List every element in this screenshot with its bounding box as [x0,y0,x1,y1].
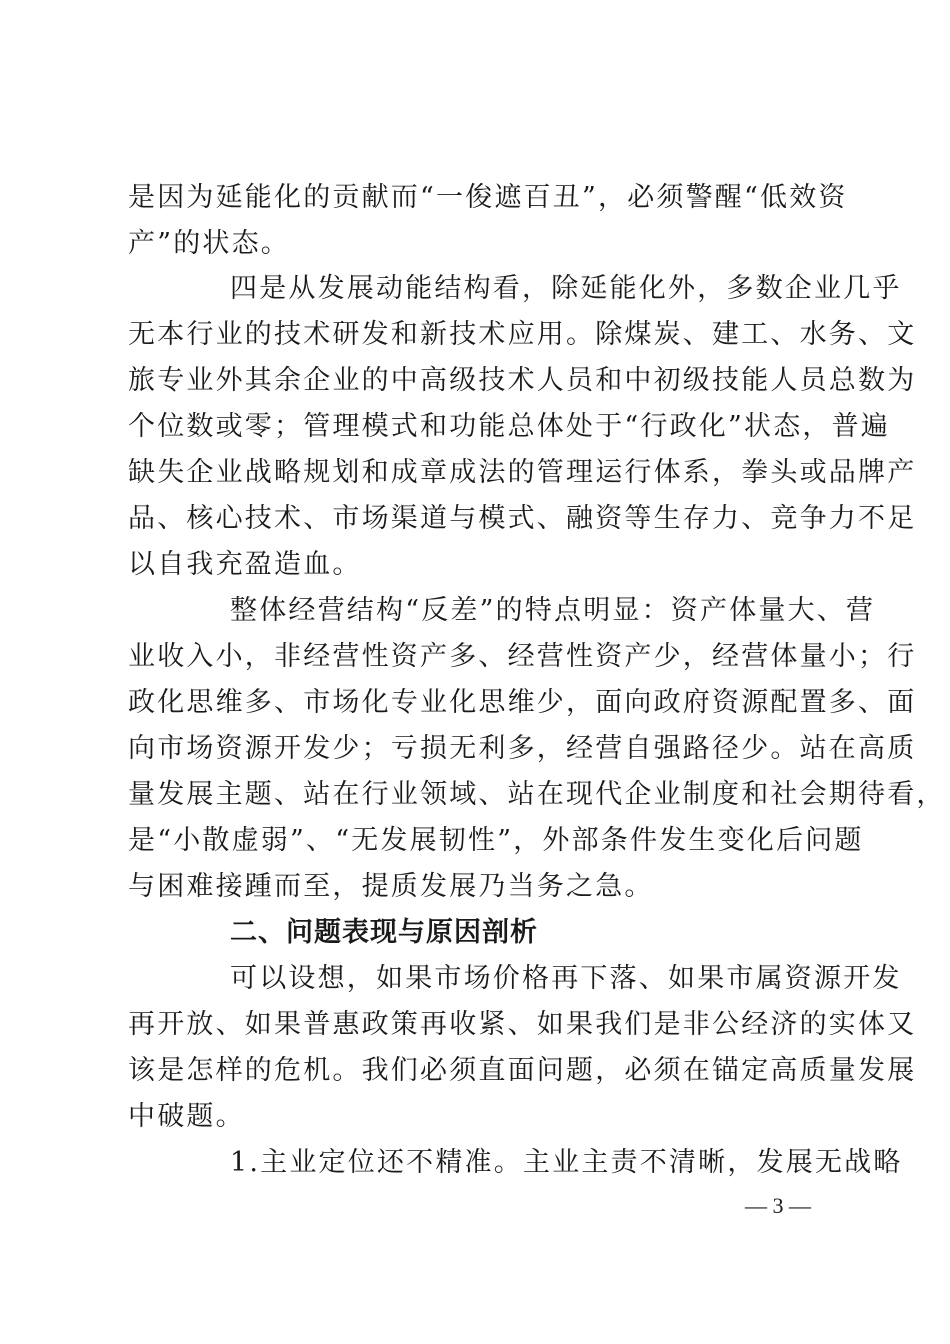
paragraph-start-line: 整体经营结构“反差”的特点明显：资产体量大、营 [230,595,876,626]
text-line: 是因为延能化的贡献而“一俊遮百丑”，必须警醒“低效资 [128,182,848,213]
text-line: 中破题。 [128,1101,245,1132]
text-line: 缺失企业战略规划和成章成法的管理运行体系，拳头或品牌产 [128,457,917,488]
paragraph-start-line: 四是从发展动能结构看，除延能化外，多数企业几乎 [230,273,902,304]
text-line: 该是怎样的危机。我们必须直面问题，必须在锚定高质量发展 [128,1055,917,1086]
text-line: 再开放、如果普惠政策再收紧、如果我们是非公经济的实体又 [128,1009,917,1040]
text-line: 无本行业的技术研发和新技术应用。除煤炭、建工、水务、文 [128,319,917,350]
text-line: 产”的状态。 [128,228,291,259]
page-number: — 3 — [745,1193,811,1218]
text-line: 个位数或零；管理模式和功能总体处于“行政化”状态，普遍 [128,411,891,442]
text-line: 是“小散虚弱”、“无发展韧性”，外部条件发生变化后问题 [128,825,864,856]
text-line: 品、核心技术、市场渠道与模式、融资等生存力、竞争力不足 [128,503,917,534]
text-line: 量发展主题、站在行业领域、站在现代企业制度和社会期待看， [128,779,946,810]
text-line: 与困难接踵而至，提质发展乃当务之急。 [128,871,654,902]
section-heading: 二、问题表现与原因剖析 [230,917,538,948]
text-line: 以自我充盈造血。 [128,549,362,580]
paragraph-start-line: 1.主业定位还不精准。主业主责不清晰，发展无战略 [230,1147,903,1178]
paragraph-start-line: 可以设想，如果市场价格再下落、如果市属资源开发 [230,963,902,994]
text-line: 旅专业外其余企业的中高级技术人员和中初级技能人员总数为 [128,365,917,396]
text-line: 业收入小，非经营性资产多、经营性资产少，经营体量小；行 [128,641,917,672]
text-line: 政化思维多、市场化专业化思维少，面向政府资源配置多、面 [128,687,917,718]
text-line: 向市场资源开发少；亏损无利多，经营自强路径少。站在高质 [128,733,917,764]
